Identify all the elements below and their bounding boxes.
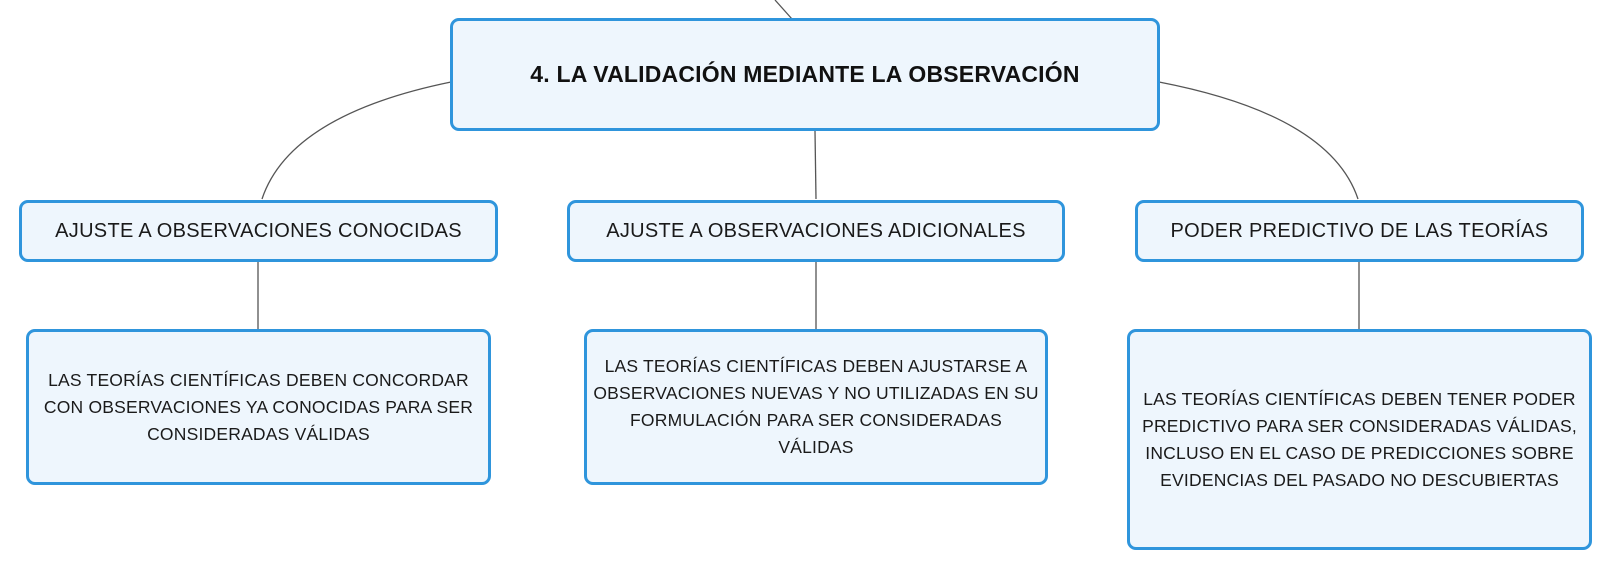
detail-node-text: LAS TEORÍAS CIENTÍFICAS DEBEN AJUSTARSE A OBSERVACIONES NUEVAS Y NO UTILIZADAS EN SU FORMULACIÓN PARA SER CONSIDERADAS VÁLIDAS xyxy=(593,356,1039,457)
detail-node-text: LAS TEORÍAS CIENTÍFICAS DEBEN CONCORDAR CON OBSERVACIONES YA CONOCIDAS PARA SER CONSIDERADAS VÁLIDAS xyxy=(43,369,474,444)
detail-node-additional-observations[interactable] xyxy=(584,329,1048,485)
topic-node-label: PODER PREDICTIVO DE LAS TEORÍAS xyxy=(1170,219,1549,242)
connector-root-to-topic-1 xyxy=(262,82,451,199)
topic-node-additional-observations[interactable] xyxy=(567,200,1065,262)
topic-node-label: AJUSTE A OBSERVACIONES ADICIONALES xyxy=(606,219,1026,242)
connector-from-parent xyxy=(775,0,792,19)
detail-node-text: LAS TEORÍAS CIENTÍFICAS DEBEN TENER PODER PREDICTIVO PARA SER CONSIDERADAS VÁLIDAS, INCLUSO EN EL CASO DE PREDICCIONES SOBRE EVIDENCIAS DEL PASADO NO DESCUBIERTAS xyxy=(1142,388,1577,490)
topic-node-label: AJUSTE A OBSERVACIONES CONOCIDAS xyxy=(55,219,462,242)
detail-node-known-observations[interactable] xyxy=(26,329,491,485)
detail-node-predictive-power[interactable] xyxy=(1127,329,1592,550)
topic-node-known-observations[interactable] xyxy=(19,200,498,262)
root-node-label: 4. LA VALIDACIÓN MEDIANTE LA OBSERVACIÓN xyxy=(530,61,1080,87)
connector-root-to-topic-2 xyxy=(815,131,816,199)
root-node[interactable] xyxy=(450,18,1160,131)
topic-node-predictive-power[interactable] xyxy=(1135,200,1584,262)
connector-root-to-topic-3 xyxy=(1159,82,1358,199)
